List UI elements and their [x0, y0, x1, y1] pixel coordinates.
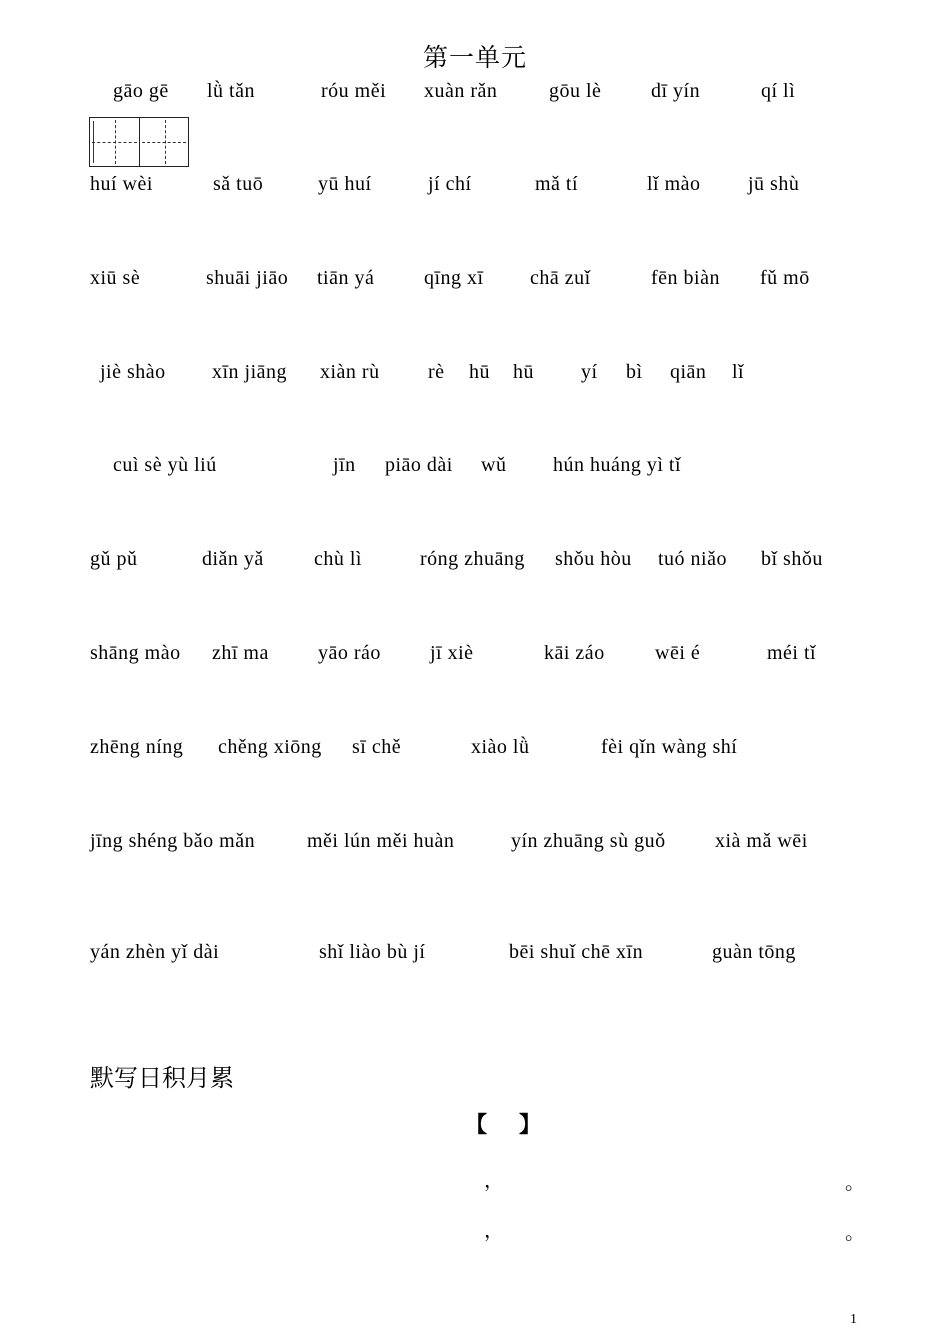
- pinyin-word: shāng mào: [90, 642, 181, 664]
- pinyin-word: qiān: [670, 361, 707, 383]
- pinyin-word: xiū sè: [90, 267, 141, 289]
- pinyin-word: xiàn rù: [320, 361, 380, 383]
- pinyin-word: jí chí: [428, 173, 472, 195]
- pinyin-word: yín zhuāng sù guǒ: [511, 830, 666, 852]
- pinyin-word: gōu lè: [549, 80, 602, 102]
- pinyin-word: xiào lǜ: [471, 736, 530, 758]
- period-mark: 。: [845, 1220, 865, 1244]
- bracket-close: 】: [519, 1113, 542, 1138]
- bracket-open: 【: [465, 1113, 488, 1138]
- pinyin-word: gāo gē: [113, 80, 169, 102]
- pinyin-word: hū: [513, 361, 534, 383]
- pinyin-row-7: [0, 638, 950, 668]
- section-title: 默写日积月累: [90, 1064, 234, 1092]
- writing-grid-cell: [90, 118, 139, 166]
- pinyin-row-2: [0, 169, 950, 199]
- pinyin-word: cuì sè yù liú: [113, 454, 217, 476]
- pinyin-word: sǎ tuō: [213, 173, 264, 195]
- pinyin-word: yí: [581, 361, 598, 383]
- pinyin-word: gǔ pǔ: [90, 548, 138, 570]
- pinyin-row-5: [0, 450, 950, 480]
- pinyin-row-8: [0, 732, 950, 762]
- pinyin-word: qí lì: [761, 80, 796, 102]
- pinyin-word: chěng xiōng: [218, 736, 322, 758]
- pinyin-word: shuāi jiāo: [206, 267, 289, 289]
- pinyin-word: zhī ma: [212, 642, 269, 664]
- page-title: 第一单元: [422, 43, 527, 72]
- pinyin-word: yāo ráo: [318, 642, 381, 664]
- pinyin-word: wǔ: [481, 454, 507, 476]
- pinyin-word: rè: [428, 361, 445, 383]
- pinyin-word: bǐ shǒu: [761, 548, 823, 570]
- pinyin-word: huí wèi: [90, 173, 153, 195]
- pinyin-word: sī chě: [352, 736, 402, 758]
- pinyin-row-9: [0, 826, 950, 856]
- pinyin-word: měi lún měi huàn: [307, 830, 455, 852]
- writing-grid: [89, 117, 189, 167]
- pinyin-word: xuàn rǎn: [424, 80, 498, 102]
- pinyin-word: mǎ tí: [535, 173, 579, 195]
- pinyin-word: lǐ: [732, 361, 745, 383]
- period-mark: 。: [845, 1170, 865, 1194]
- pinyin-word: tuó niǎo: [658, 548, 727, 570]
- pinyin-word: jīn: [333, 454, 356, 476]
- pinyin-row-3: [0, 263, 950, 293]
- pinyin-word: tiān yá: [317, 267, 375, 289]
- pinyin-word: jū shù: [748, 173, 800, 195]
- pinyin-word: wēi é: [655, 642, 701, 664]
- pinyin-word: bēi shuǐ chē xīn: [509, 941, 644, 963]
- pinyin-word: fèi qǐn wàng shí: [601, 736, 738, 758]
- pinyin-word: xīn jiāng: [212, 361, 288, 383]
- pinyin-word: zhēng níng: [90, 736, 184, 758]
- pinyin-word: lǐ mào: [647, 173, 701, 195]
- pinyin-word: jīng shéng bǎo mǎn: [90, 830, 256, 852]
- pinyin-word: yū huí: [318, 173, 372, 195]
- pinyin-word: bì: [626, 361, 643, 383]
- pinyin-word: jī xiè: [430, 642, 474, 664]
- pinyin-word: qīng xī: [424, 267, 484, 289]
- pinyin-word: chù lì: [314, 548, 362, 570]
- pinyin-row-1: [0, 76, 950, 106]
- pinyin-word: róu měi: [321, 80, 387, 102]
- pinyin-word: shǐ liào bù jí: [319, 941, 426, 963]
- pinyin-row-6: [0, 544, 950, 574]
- pinyin-word: dī yín: [651, 80, 701, 102]
- pinyin-word: lǜ tǎn: [207, 80, 255, 102]
- page-number: 1: [850, 1312, 857, 1327]
- pinyin-word: xià mǎ wēi: [715, 830, 808, 852]
- pinyin-word: róng zhuāng: [420, 548, 525, 570]
- pinyin-word: diǎn yǎ: [202, 548, 264, 570]
- pinyin-word: yán zhèn yǐ dài: [90, 941, 220, 963]
- pinyin-word: hún huáng yì tǐ: [553, 454, 682, 476]
- writing-grid-cell: [139, 118, 188, 166]
- comma-mark: ，: [484, 1218, 504, 1242]
- pinyin-word: fǔ mō: [760, 267, 810, 289]
- pinyin-word: chā zuǐ: [530, 267, 591, 289]
- pinyin-word: guàn tōng: [712, 941, 796, 963]
- comma-mark: ，: [484, 1168, 504, 1192]
- pinyin-word: hū: [469, 361, 490, 383]
- pinyin-word: jiè shào: [100, 361, 166, 383]
- pinyin-word: shǒu hòu: [555, 548, 632, 570]
- pinyin-word: fēn biàn: [651, 267, 720, 289]
- pinyin-row-10: [0, 937, 950, 967]
- pinyin-row-4: [0, 357, 950, 387]
- pinyin-word: kāi záo: [544, 642, 605, 664]
- pinyin-word: piāo dài: [385, 454, 453, 476]
- pinyin-word: méi tǐ: [767, 642, 817, 664]
